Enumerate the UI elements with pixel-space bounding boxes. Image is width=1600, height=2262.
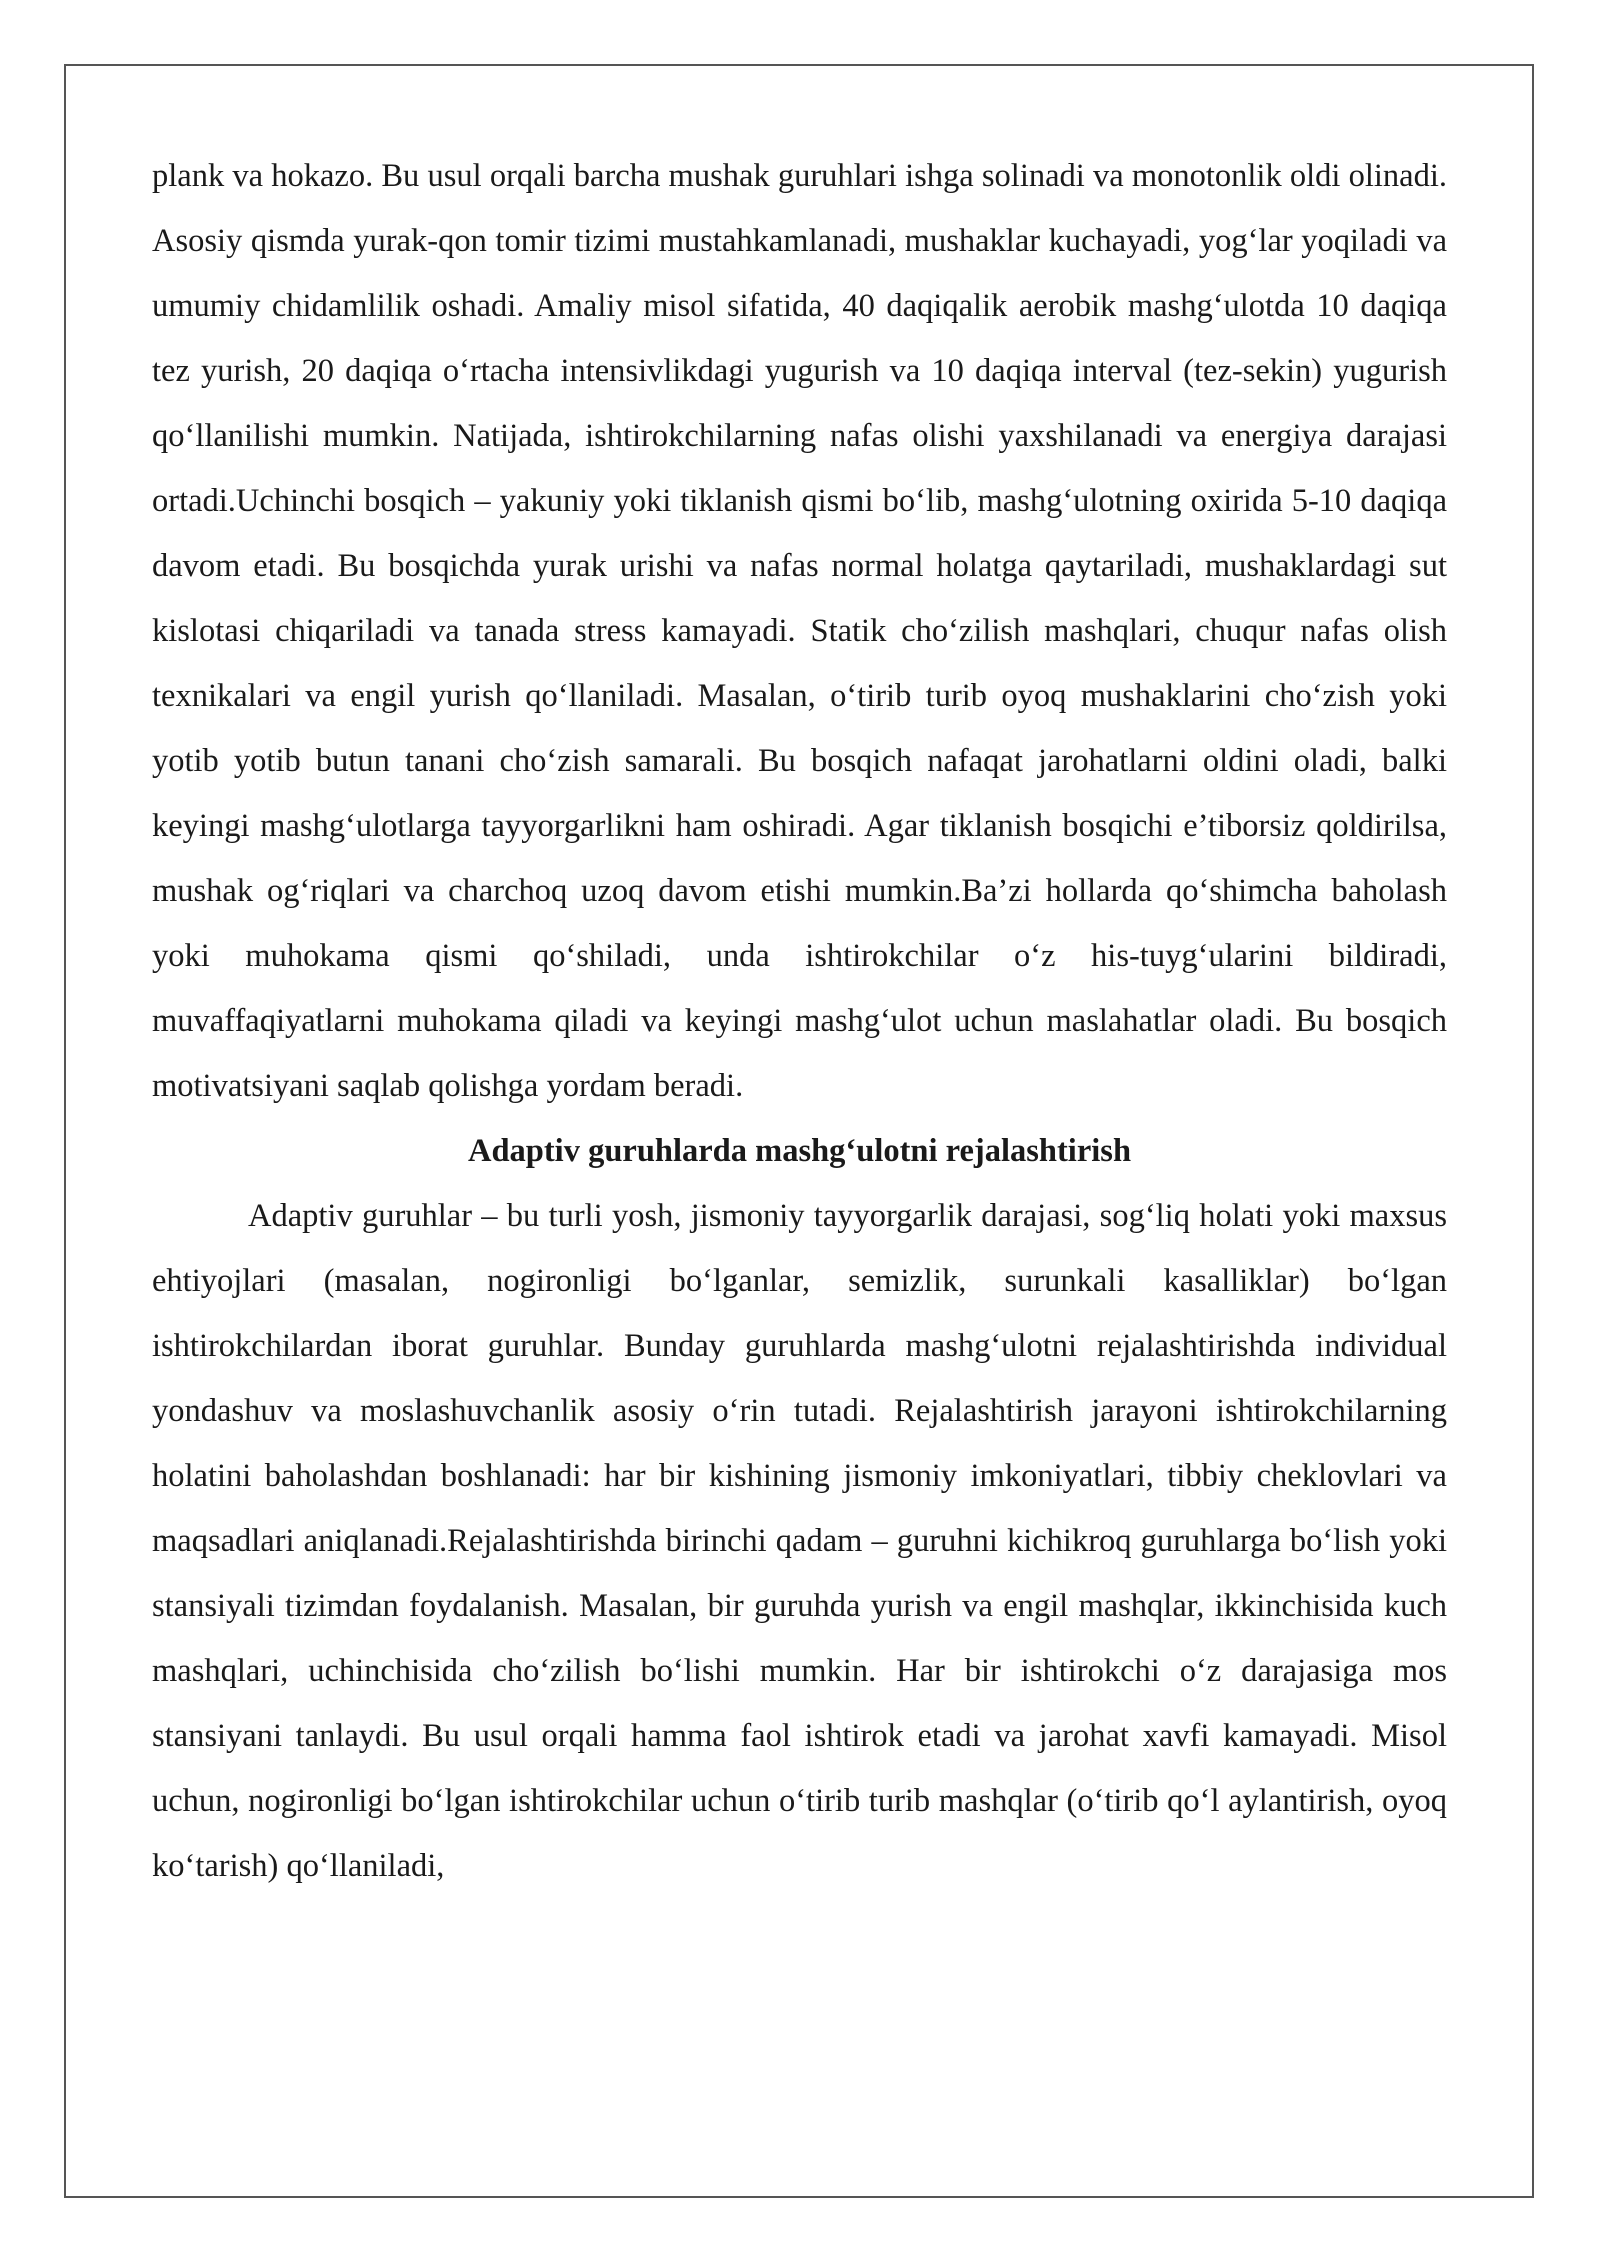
document-body: [152, 144, 1447, 1899]
section-heading: Adaptiv guruhlarda mashg‘ulotni rejalashtirish: [467, 1133, 1132, 1169]
body-paragraph-continued: plank va hokazo. Bu usul orqali barcha mushak guruhlari ishga solinadi va monotonlik oldi olinadi. Asosiy qismda yurak-qon tomir tizimi mustahkamlanadi, mushaklar kuchayadi, yog‘lar yoqiladi va umumiy chidamlilik oshadi. Amaliy misol sifatida, 40 daqiqalik aerobik mashg‘ulotda 10 daqiqa tez yurish, 20 daqiqa o‘rtacha intensivlikdagi yugurish va 10 daqiqa interval (tez-sekin) yugurish qo‘llanilishi mumkin. Natijada, ishtirokchilarning nafas olishi yaxshilanadi va energiya darajasi ortadi.Uchinchi bosqich – yakuniy yoki tiklanish qismi bo‘lib, mashg‘ulotning oxirida 5-10 daqiqa davom etadi. Bu bosqichda yurak urishi va nafas normal holatga qaytariladi, mushaklardagi sut kislotasi chiqariladi va tanada stress kamayadi. Statik cho‘zilish mashqlari, chuqur nafas olish texnikalari va engil yurish qo‘llaniladi. Masalan, o‘tirib turib oyoq mushaklarini cho‘zish yoki yotib yotib butun tanani cho‘zish samarali. Bu bosqich nafaqat jarohatlarni oldini oladi, balki keyingi mashg‘ulotlarga tayyorgarlikni ham oshiradi. Agar tiklanish bosqichi e’tiborsiz qoldirilsa, mushak og‘riqlari va charchoq uzoq davom etishi mumkin.Ba’zi hollarda qo‘shimcha baholash yoki muhokama qismi qo‘shiladi, unda ishtirokchilar o‘z his-tuyg‘ularini bildiradi, muvaffaqiyatlarni muhokama qiladi va keyingi mashg‘ulot uchun maslahatlar oladi. Bu bosqich motivatsiyani saqlab qolishga yordam beradi.: [152, 158, 1447, 1104]
body-paragraph: Adaptiv guruhlar – bu turli yosh, jismoniy tayyorgarlik darajasi, sog‘liq holati yoki maxsus ehtiyojlari (masalan, nogironligi bo‘lganlar, semizlik, surunkali kasalliklar) bo‘lgan ishtirokchilardan iborat guruhlar. Bunday guruhlarda mashg‘ulotni rejalashtirishda individual yondashuv va moslashuvchanlik asosiy o‘rin tutadi. Rejalashtirish jarayoni ishtirokchilarning holatini baholashdan boshlanadi: har bir kishining jismoniy imkoniyatlari, tibbiy cheklovlari va maqsadlari aniqlanadi.Rejalashtirishda birinchi qadam – guruhni kichikroq guruhlarga bo‘lish yoki stansiyali tizimdan foydalanish. Masalan, bir guruhda yurish va engil mashqlar, ikkinchisida kuch mashqlari, uchinchisida cho‘zilish bo‘lishi mumkin. Har bir ishtirokchi o‘z darajasiga mos stansiyani tanlaydi. Bu usul orqali hamma faol ishtirok etadi va jarohat xavfi kamayadi. Misol uchun, nogironligi bo‘lgan ishtirokchilar uchun o‘tirib turib mashqlar (o‘tirib qo‘l aylantirish, oyoq ko‘tarish) qo‘llaniladi,: [152, 1198, 1447, 1884]
